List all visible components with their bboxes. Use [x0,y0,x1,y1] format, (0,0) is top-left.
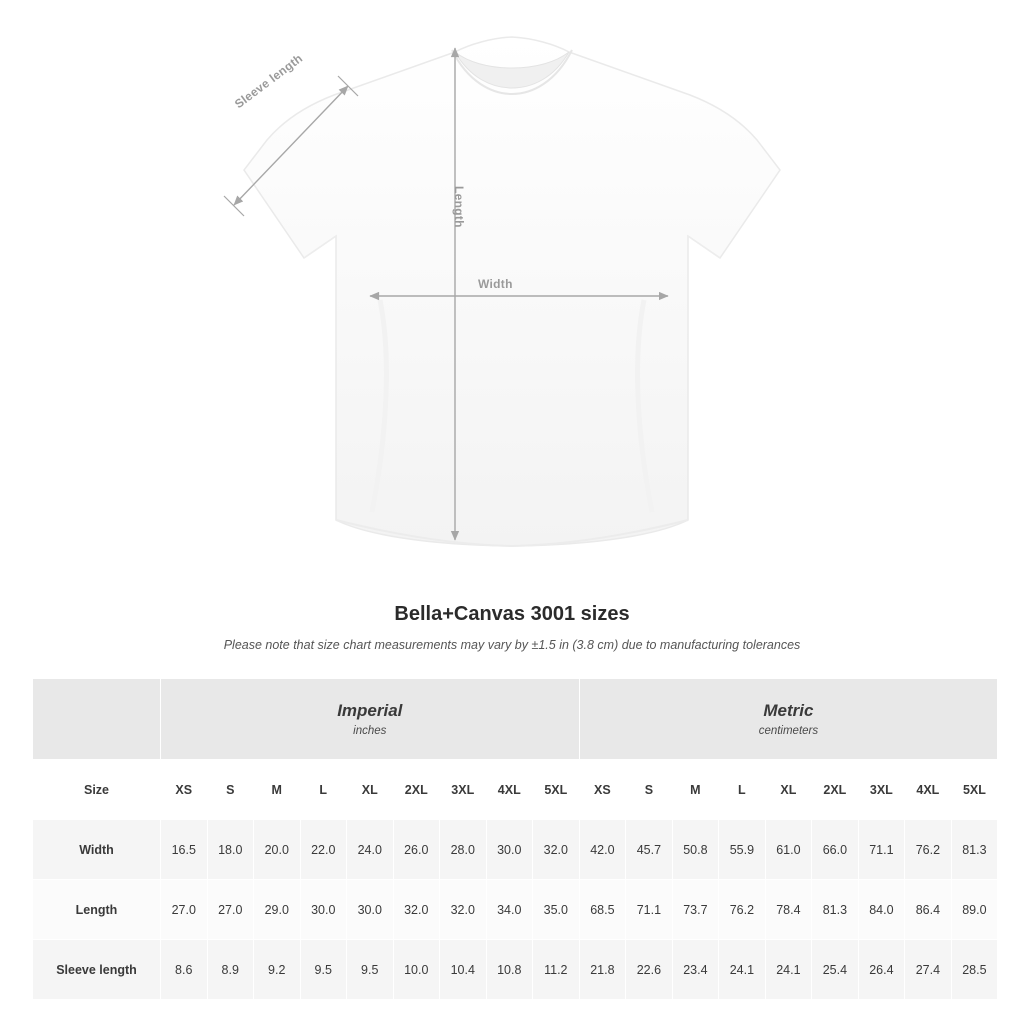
size-header-metric-3xl: 3XL [858,760,905,820]
cell-width-cm-xl: 61.0 [765,820,812,880]
size-header-metric-5xl: 5XL [951,760,998,820]
cell-length-in-2xl: 32.0 [393,880,440,940]
sleeve-length-dimension-label: Sleeve length [232,51,306,112]
cell-width-in-xs: 16.5 [161,820,208,880]
cell-sleeve-cm-l: 24.1 [719,940,766,1000]
cell-sleeve-in-xs: 8.6 [161,940,208,1000]
metric-system-header [579,679,998,760]
cell-sleeve-cm-s: 22.6 [626,940,673,1000]
cell-width-cm-4xl: 76.2 [905,820,952,880]
size-header-metric-2xl: 2XL [812,760,859,820]
size-header-metric-s: S [626,760,673,820]
size-header-imperial-m: M [254,760,301,820]
size-header-metric-4xl: 4XL [905,760,952,820]
cell-sleeve-cm-m: 23.4 [672,940,719,1000]
cell-length-cm-xs: 68.5 [579,880,626,940]
size-header-metric-xl: XL [765,760,812,820]
imperial-unit: inches [353,724,387,737]
cell-sleeve-in-4xl: 10.8 [486,940,533,1000]
cell-length-cm-2xl: 81.3 [812,880,859,940]
size-header-imperial-4xl: 4XL [486,760,533,820]
size-header-metric-xs: XS [579,760,626,820]
cell-length-cm-3xl: 84.0 [858,880,905,940]
size-header-imperial-2xl: 2XL [393,760,440,820]
cell-sleeve-in-2xl: 10.0 [393,940,440,1000]
cell-length-cm-s: 71.1 [626,880,673,940]
cell-width-cm-5xl: 81.3 [951,820,998,880]
size-header-row [33,760,998,820]
size-header-imperial-s: S [207,760,254,820]
size-header-metric-l: L [719,760,766,820]
cell-sleeve-cm-4xl: 27.4 [905,940,952,1000]
size-header-imperial-3xl: 3XL [440,760,487,820]
imperial-label: Imperial [337,701,403,721]
size-header-imperial-xl: XL [347,760,394,820]
cell-width-in-4xl: 30.0 [486,820,533,880]
cell-sleeve-in-s: 8.9 [207,940,254,1000]
cell-length-cm-l: 76.2 [719,880,766,940]
length-dimension-label: Length [452,186,466,228]
cell-sleeve-cm-xs: 21.8 [579,940,626,1000]
metric-unit: centimeters [758,724,819,737]
cell-width-cm-l: 55.9 [719,820,766,880]
width-dimension-label: Width [478,277,513,291]
size-header-imperial-5xl: 5XL [533,760,580,820]
cell-length-in-m: 29.0 [254,880,301,940]
cell-width-in-2xl: 26.0 [393,820,440,880]
size-column-header: Size [33,760,161,820]
cell-width-cm-m: 50.8 [672,820,719,880]
size-chart-table [32,678,998,1000]
cell-sleeve-in-5xl: 11.2 [533,940,580,1000]
cell-width-cm-2xl: 66.0 [812,820,859,880]
cell-length-in-xs: 27.0 [161,880,208,940]
cell-width-in-5xl: 32.0 [533,820,580,880]
cell-sleeve-in-l: 9.5 [300,940,347,1000]
cell-width-in-l: 22.0 [300,820,347,880]
cell-length-cm-5xl: 89.0 [951,880,998,940]
cell-length-in-5xl: 35.0 [533,880,580,940]
cell-length-in-4xl: 34.0 [486,880,533,940]
cell-width-in-s: 18.0 [207,820,254,880]
page-title: Bella+Canvas 3001 sizes [394,603,630,625]
imperial-system-header [161,679,580,760]
cell-width-in-3xl: 28.0 [440,820,487,880]
size-header-imperial-xs: XS [161,760,208,820]
cell-sleeve-cm-xl: 24.1 [765,940,812,1000]
cell-sleeve-cm-5xl: 28.5 [951,940,998,1000]
cell-length-in-s: 27.0 [207,880,254,940]
table-row [33,940,998,1000]
cell-length-cm-xl: 78.4 [765,880,812,940]
cell-length-in-xl: 30.0 [347,880,394,940]
metric-label: Metric [763,701,814,721]
cell-length-cm-4xl: 86.4 [905,880,952,940]
cell-sleeve-in-m: 9.2 [254,940,301,1000]
cell-sleeve-cm-3xl: 26.4 [858,940,905,1000]
table-row [33,820,998,880]
size-header-metric-m: M [672,760,719,820]
cell-sleeve-cm-2xl: 25.4 [812,940,859,1000]
cell-width-in-xl: 24.0 [347,820,394,880]
cell-sleeve-in-xl: 9.5 [347,940,394,1000]
cell-length-in-3xl: 32.0 [440,880,487,940]
cell-sleeve-in-3xl: 10.4 [440,940,487,1000]
tolerance-note: Please note that size chart measurements may vary by ±1.5 in (3.8 cm) due to manufacturing tolerances [223,638,801,652]
size-table-wrapper [32,678,992,1000]
row-label-length: Length [33,880,161,940]
cell-width-cm-s: 45.7 [626,820,673,880]
chart-header [0,603,1024,652]
table-row [33,880,998,940]
cell-length-cm-m: 73.7 [672,880,719,940]
cell-width-cm-3xl: 71.1 [858,820,905,880]
system-header-row [33,679,998,760]
cell-width-in-m: 20.0 [254,820,301,880]
cell-width-cm-xs: 42.0 [579,820,626,880]
row-label-width: Width [33,820,161,880]
cell-length-in-l: 30.0 [300,880,347,940]
size-header-imperial-l: L [300,760,347,820]
table-corner-cell [33,679,161,760]
row-label-sleeve-length: Sleeve length [33,940,161,1000]
